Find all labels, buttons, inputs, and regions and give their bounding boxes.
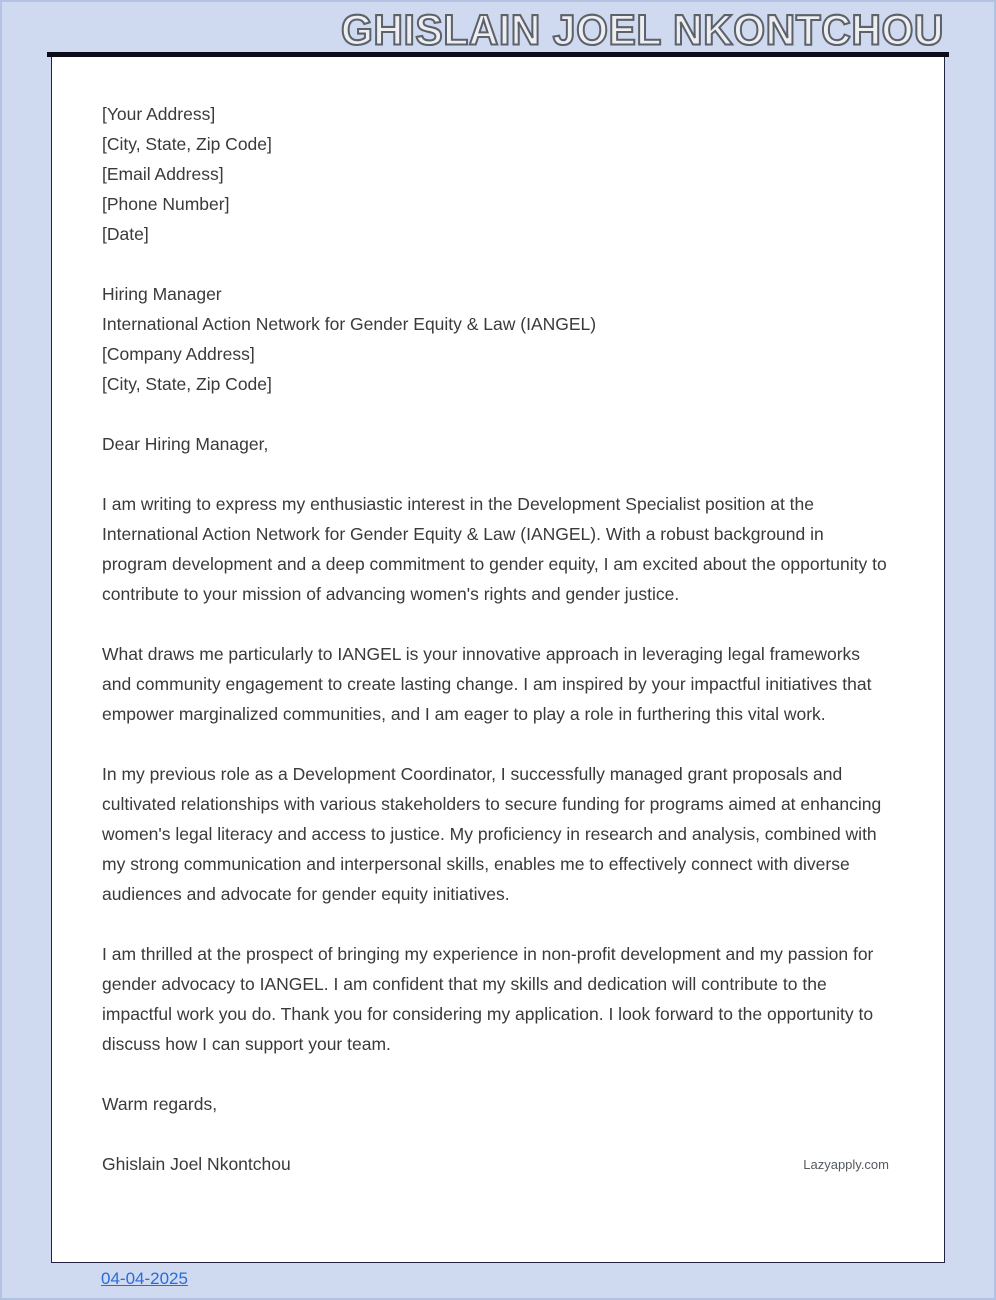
sender-line-address: [Your Address]: [102, 104, 216, 124]
salutation: [102, 429, 889, 459]
paragraph-motivation: What draws me particularly to IANGEL is your innovative approach in leveraging legal frameworks and community engagement to create lasting change. I am inspired by your impactful initiatives that empower marginalized communities, and I am eager to play a role in furthering this vital work.: [102, 644, 872, 724]
sender-line-email: [Email Address]: [102, 164, 224, 184]
page-header: [2, 2, 994, 55]
date-link-row: [101, 1269, 994, 1289]
recipient-line-company: International Action Network for Gender Equity & Law (IANGEL): [102, 314, 597, 334]
recipient-line-address: [Company Address]: [102, 344, 255, 364]
date-link[interactable]: 04-04-2025: [101, 1269, 188, 1288]
signature-name: Ghislain Joel Nkontchou: [102, 1154, 291, 1174]
salutation-text: Dear Hiring Manager,: [102, 434, 269, 454]
sender-line-phone: [Phone Number]: [102, 194, 230, 214]
header-name: GHISLAIN JOEL NKONTCHOU: [341, 5, 944, 55]
watermark-link: Lazyapply.com: [803, 1157, 889, 1172]
recipient-block: [102, 279, 889, 399]
sender-line-date: [Date]: [102, 224, 149, 244]
closing: [102, 1089, 889, 1119]
sender-block: [102, 99, 889, 249]
paragraph-experience: In my previous role as a Development Coordinator, I successfully managed grant proposals and cultivated relationships with various stakeholders to secure funding for programs aimed at enhancing women's legal literacy and access to justice. My proficiency in research and analysis, combined with my strong communication and interpersonal skills, enables me to effectively connect with diverse audiences and advocate for gender equity initiatives.: [102, 764, 882, 904]
recipient-line-city: [City, State, Zip Code]: [102, 374, 272, 394]
recipient-line-title: Hiring Manager: [102, 284, 222, 304]
sender-line-city: [City, State, Zip Code]: [102, 134, 272, 154]
paragraph-closing-pitch: I am thrilled at the prospect of bringing my experience in non-profit development and my passion for gender advocacy to IANGEL. I am confident that my skills and dedication will contribute to the impactful work you do. Thank you for considering my application. I look forward to the opportunity to discuss how I can support your team.: [102, 944, 874, 1054]
letter-page: [51, 57, 945, 1263]
paragraph-intro: I am writing to express my enthusiastic interest in the Development Specialist position at the International Action Network for Gender Equity & Law (IANGEL). With a robust background in program development and a deep commitment to gender equity, I am excited about the opportunity to contribute to your mission of advancing women's rights and gender justice.: [102, 494, 887, 604]
closing-text: Warm regards,: [102, 1094, 218, 1114]
signature-row: [102, 1149, 889, 1179]
